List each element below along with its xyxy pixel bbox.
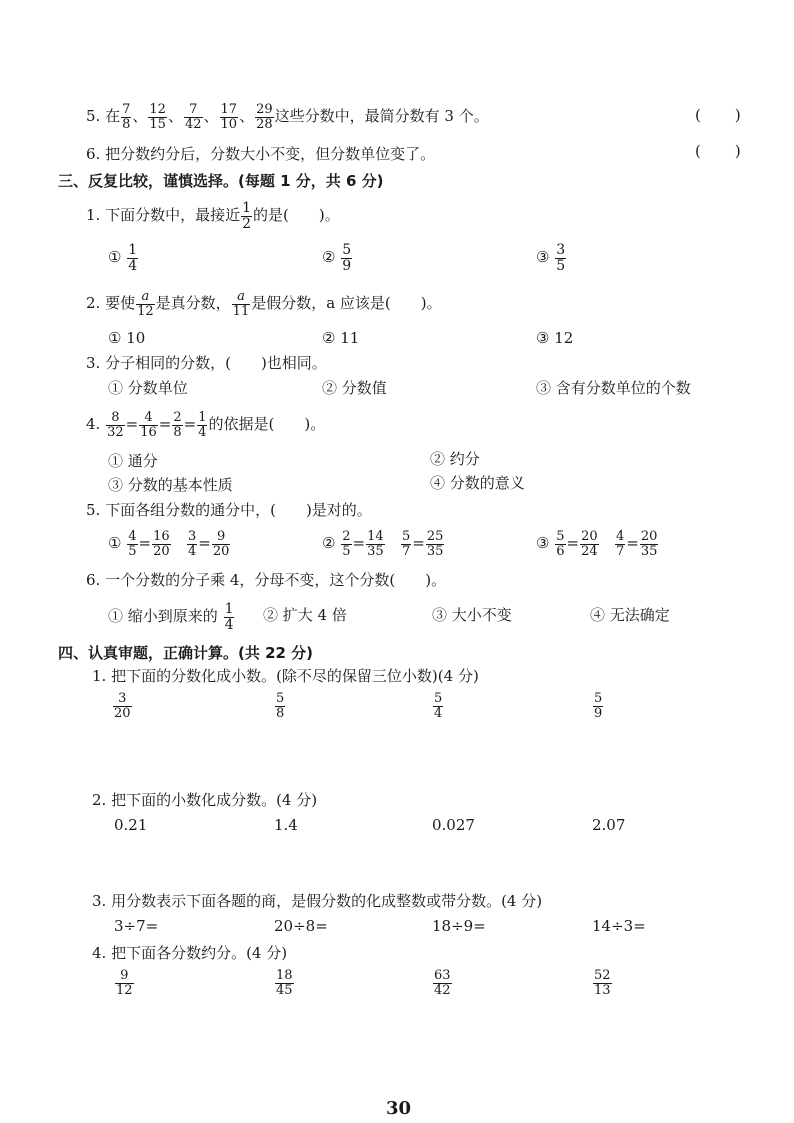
page-number: 30 (386, 1098, 412, 1119)
calc-q3-item-1: 3÷7= (114, 917, 159, 935)
choice-q6-option-4[interactable]: ④ 无法确定 (590, 606, 670, 624)
calc-q2-item-3: 0.027 (432, 816, 475, 834)
choice-q6-option-3[interactable]: ③ 大小不变 (432, 606, 512, 624)
calc-q4-fraction-2: $\frac{18}{45}$ (276, 968, 293, 998)
answer-parens-judge-6[interactable]: ( ) (695, 142, 741, 160)
calc-q1-fraction-2: $\frac{5}{8}$ (276, 691, 285, 721)
choice-q4-option-2[interactable]: ② 约分 (430, 450, 480, 468)
choice-q2: 2. 要使 $\frac{a}{12}$ 是真分数， $\frac{a}{11}$ 是假分数，a 应该是( )。 (86, 289, 442, 319)
choice-q2-option-3[interactable]: ③ 12 (536, 329, 574, 347)
calc-q1: 1. 把下面的分数化成小数。(除不尽的保留三位小数)(4 分) (92, 667, 479, 685)
calc-q4-fraction-4: $\frac{52}{13}$ (594, 968, 611, 998)
calc-q2-item-4: 2.07 (592, 816, 626, 834)
choice-q3-option-1[interactable]: ① 分数单位 (108, 379, 188, 397)
choice-q5-option-1[interactable]: ① $\frac{4}{5}$ = $\frac{16}{20}$ $\frac{3}{4}$ = $\frac{9}{20}$ (108, 529, 230, 559)
judge-q5: 5. 在 $\frac{7}{8}$ 、 $\frac{12}{15}$ 、 $\frac{7}{42}$ 、 $\frac{17}{10}$ 、 $\frac{29}{28}$ 这些分数中，最简分数有 3 个。 (86, 102, 489, 132)
choice-q1-option-1[interactable]: ① $\frac{1}{4}$ (108, 242, 138, 274)
choice-q4-option-4[interactable]: ④ 分数的意义 (430, 474, 525, 492)
calc-q3: 3. 用分数表示下面各题的商，是假分数的化成整数或带分数。(4 分) (92, 892, 543, 910)
section-title-calc: 四、认真审题，正确计算。(共 22 分) (58, 644, 314, 662)
choice-q3: 3. 分子相同的分数，( )也相同。 (86, 354, 327, 372)
choice-q2-option-1[interactable]: ① 10 (108, 329, 146, 347)
choice-q6-option-1[interactable]: ① 缩小到原来的 $\frac{1}{4}$ (108, 601, 234, 633)
calc-q3-item-4: 14÷3= (592, 917, 646, 935)
choice-q6-option-2[interactable]: ② 扩大 4 倍 (263, 606, 347, 624)
choice-q1: 1. 下面分数中，最接近 $\frac{1}{2}$ 的是( )。 (86, 200, 340, 232)
choice-q5: 5. 下面各组分数的通分中，( )是对的。 (86, 501, 372, 519)
judge-q6: 6. 把分数约分后，分数大小不变，但分数单位变了。 (86, 145, 436, 163)
choice-q4-option-3[interactable]: ③ 分数的基本性质 (108, 476, 233, 494)
calc-q2-item-1: 0.21 (114, 816, 148, 834)
calc-q2: 2. 把下面的小数化成分数。(4 分) (92, 791, 318, 809)
calc-q1-fraction-3: $\frac{5}{4}$ (434, 691, 443, 721)
choice-q4: 4. $\frac{8}{32}$ = $\frac{4}{16}$ = $\frac{2}{8}$ = $\frac{1}{4}$ 的依据是( )。 (86, 410, 326, 440)
calc-q2-item-2: 1.4 (274, 816, 298, 834)
calc-q4-fraction-1: $\frac{9}{12}$ (116, 968, 133, 998)
calc-q3-item-3: 18÷9= (432, 917, 486, 935)
choice-q3-option-3[interactable]: ③ 含有分数单位的个数 (536, 379, 691, 397)
choice-q1-option-3[interactable]: ③ $\frac{3}{5}$ (536, 242, 566, 274)
choice-q3-option-2[interactable]: ② 分数值 (322, 379, 387, 397)
calc-q4-fraction-3: $\frac{63}{42}$ (434, 968, 451, 998)
answer-parens-judge-5[interactable]: ( ) (695, 106, 741, 124)
choice-q5-option-3[interactable]: ③ $\frac{5}{6}$ = $\frac{20}{24}$ $\frac{4}{7}$ = $\frac{20}{35}$ (536, 529, 658, 559)
choice-q2-option-2[interactable]: ② 11 (322, 329, 360, 347)
calc-q1-fraction-1: $\frac{3}{20}$ (114, 691, 131, 721)
calc-q3-item-2: 20÷8= (274, 917, 328, 935)
choice-q1-option-2[interactable]: ② $\frac{5}{9}$ (322, 242, 352, 274)
choice-q6: 6. 一个分数的分子乘 4，分母不变，这个分数( )。 (86, 571, 447, 589)
choice-q5-option-2[interactable]: ② $\frac{2}{5}$ = $\frac{14}{35}$ $\frac{5}{7}$ = $\frac{25}{35}$ (322, 529, 444, 559)
calc-q1-fraction-4: $\frac{5}{9}$ (594, 691, 603, 721)
section-title-choice: 三、反复比较，谨慎选择。(每题 1 分，共 6 分) (58, 172, 384, 190)
choice-q4-option-1[interactable]: ① 通分 (108, 452, 158, 470)
calc-q4: 4. 把下面各分数约分。(4 分) (92, 944, 288, 962)
